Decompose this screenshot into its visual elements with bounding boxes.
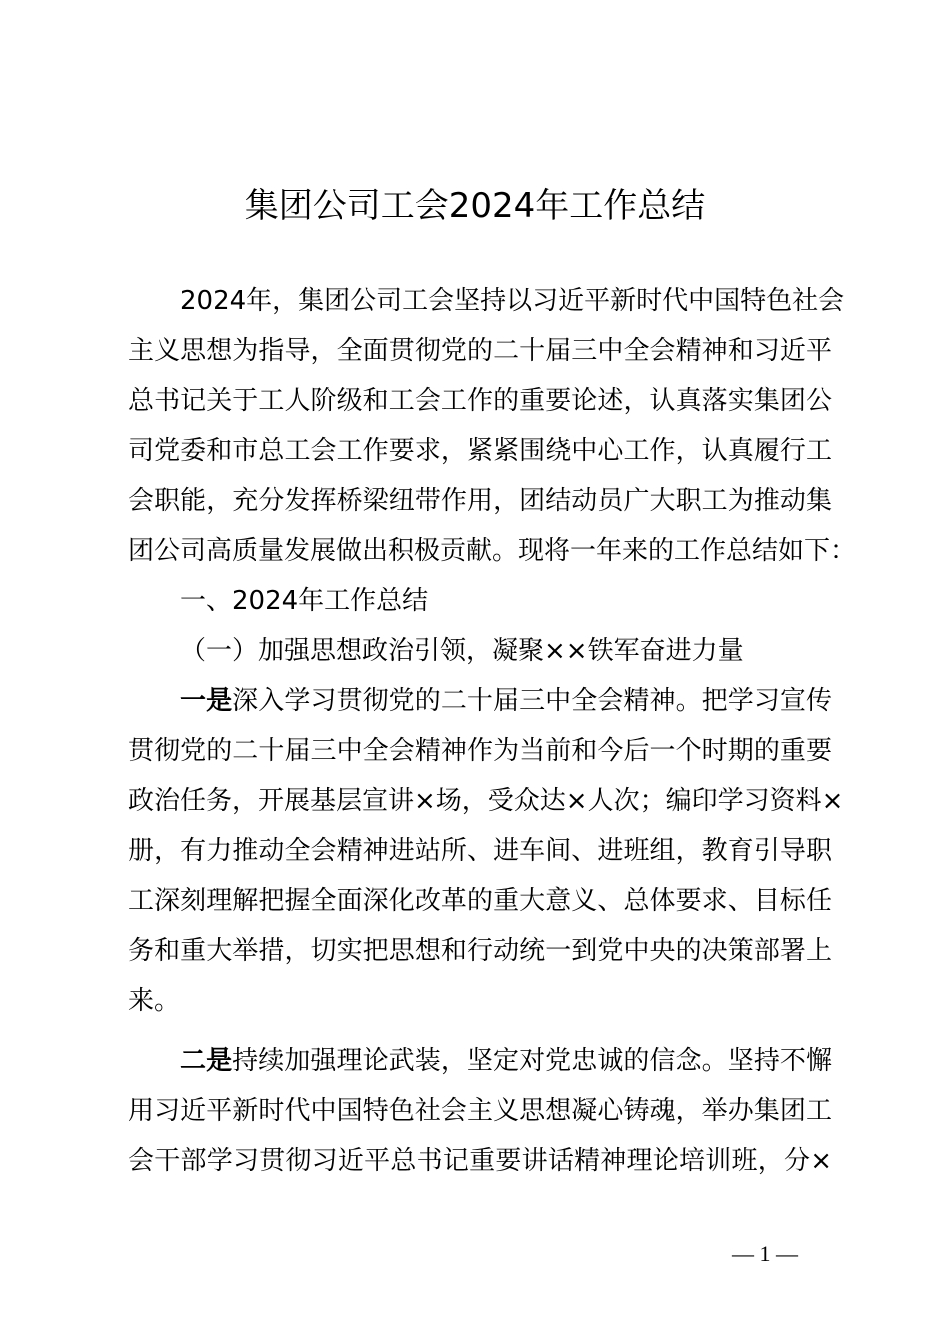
point-2-line: 会干部学习贯彻习近平总书记重要讲话精神理论培训班，分×	[128, 1146, 832, 1176]
point-1-line: 工深刻理解把握全面深化改革的重大意义、总体要求、目标任	[128, 886, 832, 916]
intro-line: 团公司高质量发展做出积极贡献。现将一年来的工作总结如下：	[128, 536, 857, 566]
point-2-first-line	[128, 1036, 832, 1086]
page-number: — 1 —	[732, 1241, 798, 1266]
point-1-first-line	[128, 676, 832, 726]
point-2-text: 持续加强理论武装，坚定对党忠诚的信念。坚持不懈	[232, 1046, 832, 1076]
point-1-line: 册，有力推动全会精神进站所、进车间、进班组，教育引导职	[128, 836, 832, 866]
point-1-line: 贯彻党的二十届三中全会精神作为当前和今后一个时期的重要	[128, 736, 832, 766]
intro-line: 总书记关于工人阶级和工会工作的重要论述，认真落实集团公	[128, 386, 832, 416]
point-1-last-line: 来。	[128, 986, 181, 1016]
point-2-lead: 二是	[180, 1046, 233, 1076]
point-2-line: 用习近平新时代中国特色社会主义思想凝心铸魂，举办集团工	[128, 1096, 832, 1126]
intro-line: 2024年，集团公司工会坚持以习近平新时代中国特色社会	[180, 286, 845, 316]
section-heading-2: （一）加强思想政治引领，凝聚××铁军奋进力量	[180, 636, 744, 666]
point-1-line: 务和重大举措，切实把思想和行动统一到党中央的决策部署上	[128, 936, 832, 966]
point-1-lead: 一是	[180, 686, 233, 716]
document-title: 集团公司工会2024年工作总结	[244, 186, 706, 226]
point-1-line: 政治任务，开展基层宣讲×场，受众达×人次；编印学习资料×	[128, 786, 844, 816]
intro-line: 司党委和市总工会工作要求，紧紧围绕中心工作，认真履行工	[128, 436, 832, 466]
intro-line: 主义思想为指导，全面贯彻党的二十届三中全会精神和习近平	[128, 336, 832, 366]
intro-line: 会职能，充分发挥桥梁纽带作用，团结动员广大职工为推动集	[128, 486, 832, 516]
paragraph-gap	[128, 1026, 832, 1036]
document-body	[128, 276, 857, 1186]
section-heading-1: 一、2024年工作总结	[180, 586, 429, 616]
point-1-text: 深入学习贯彻党的二十届三中全会精神。把学习宣传	[232, 686, 832, 716]
